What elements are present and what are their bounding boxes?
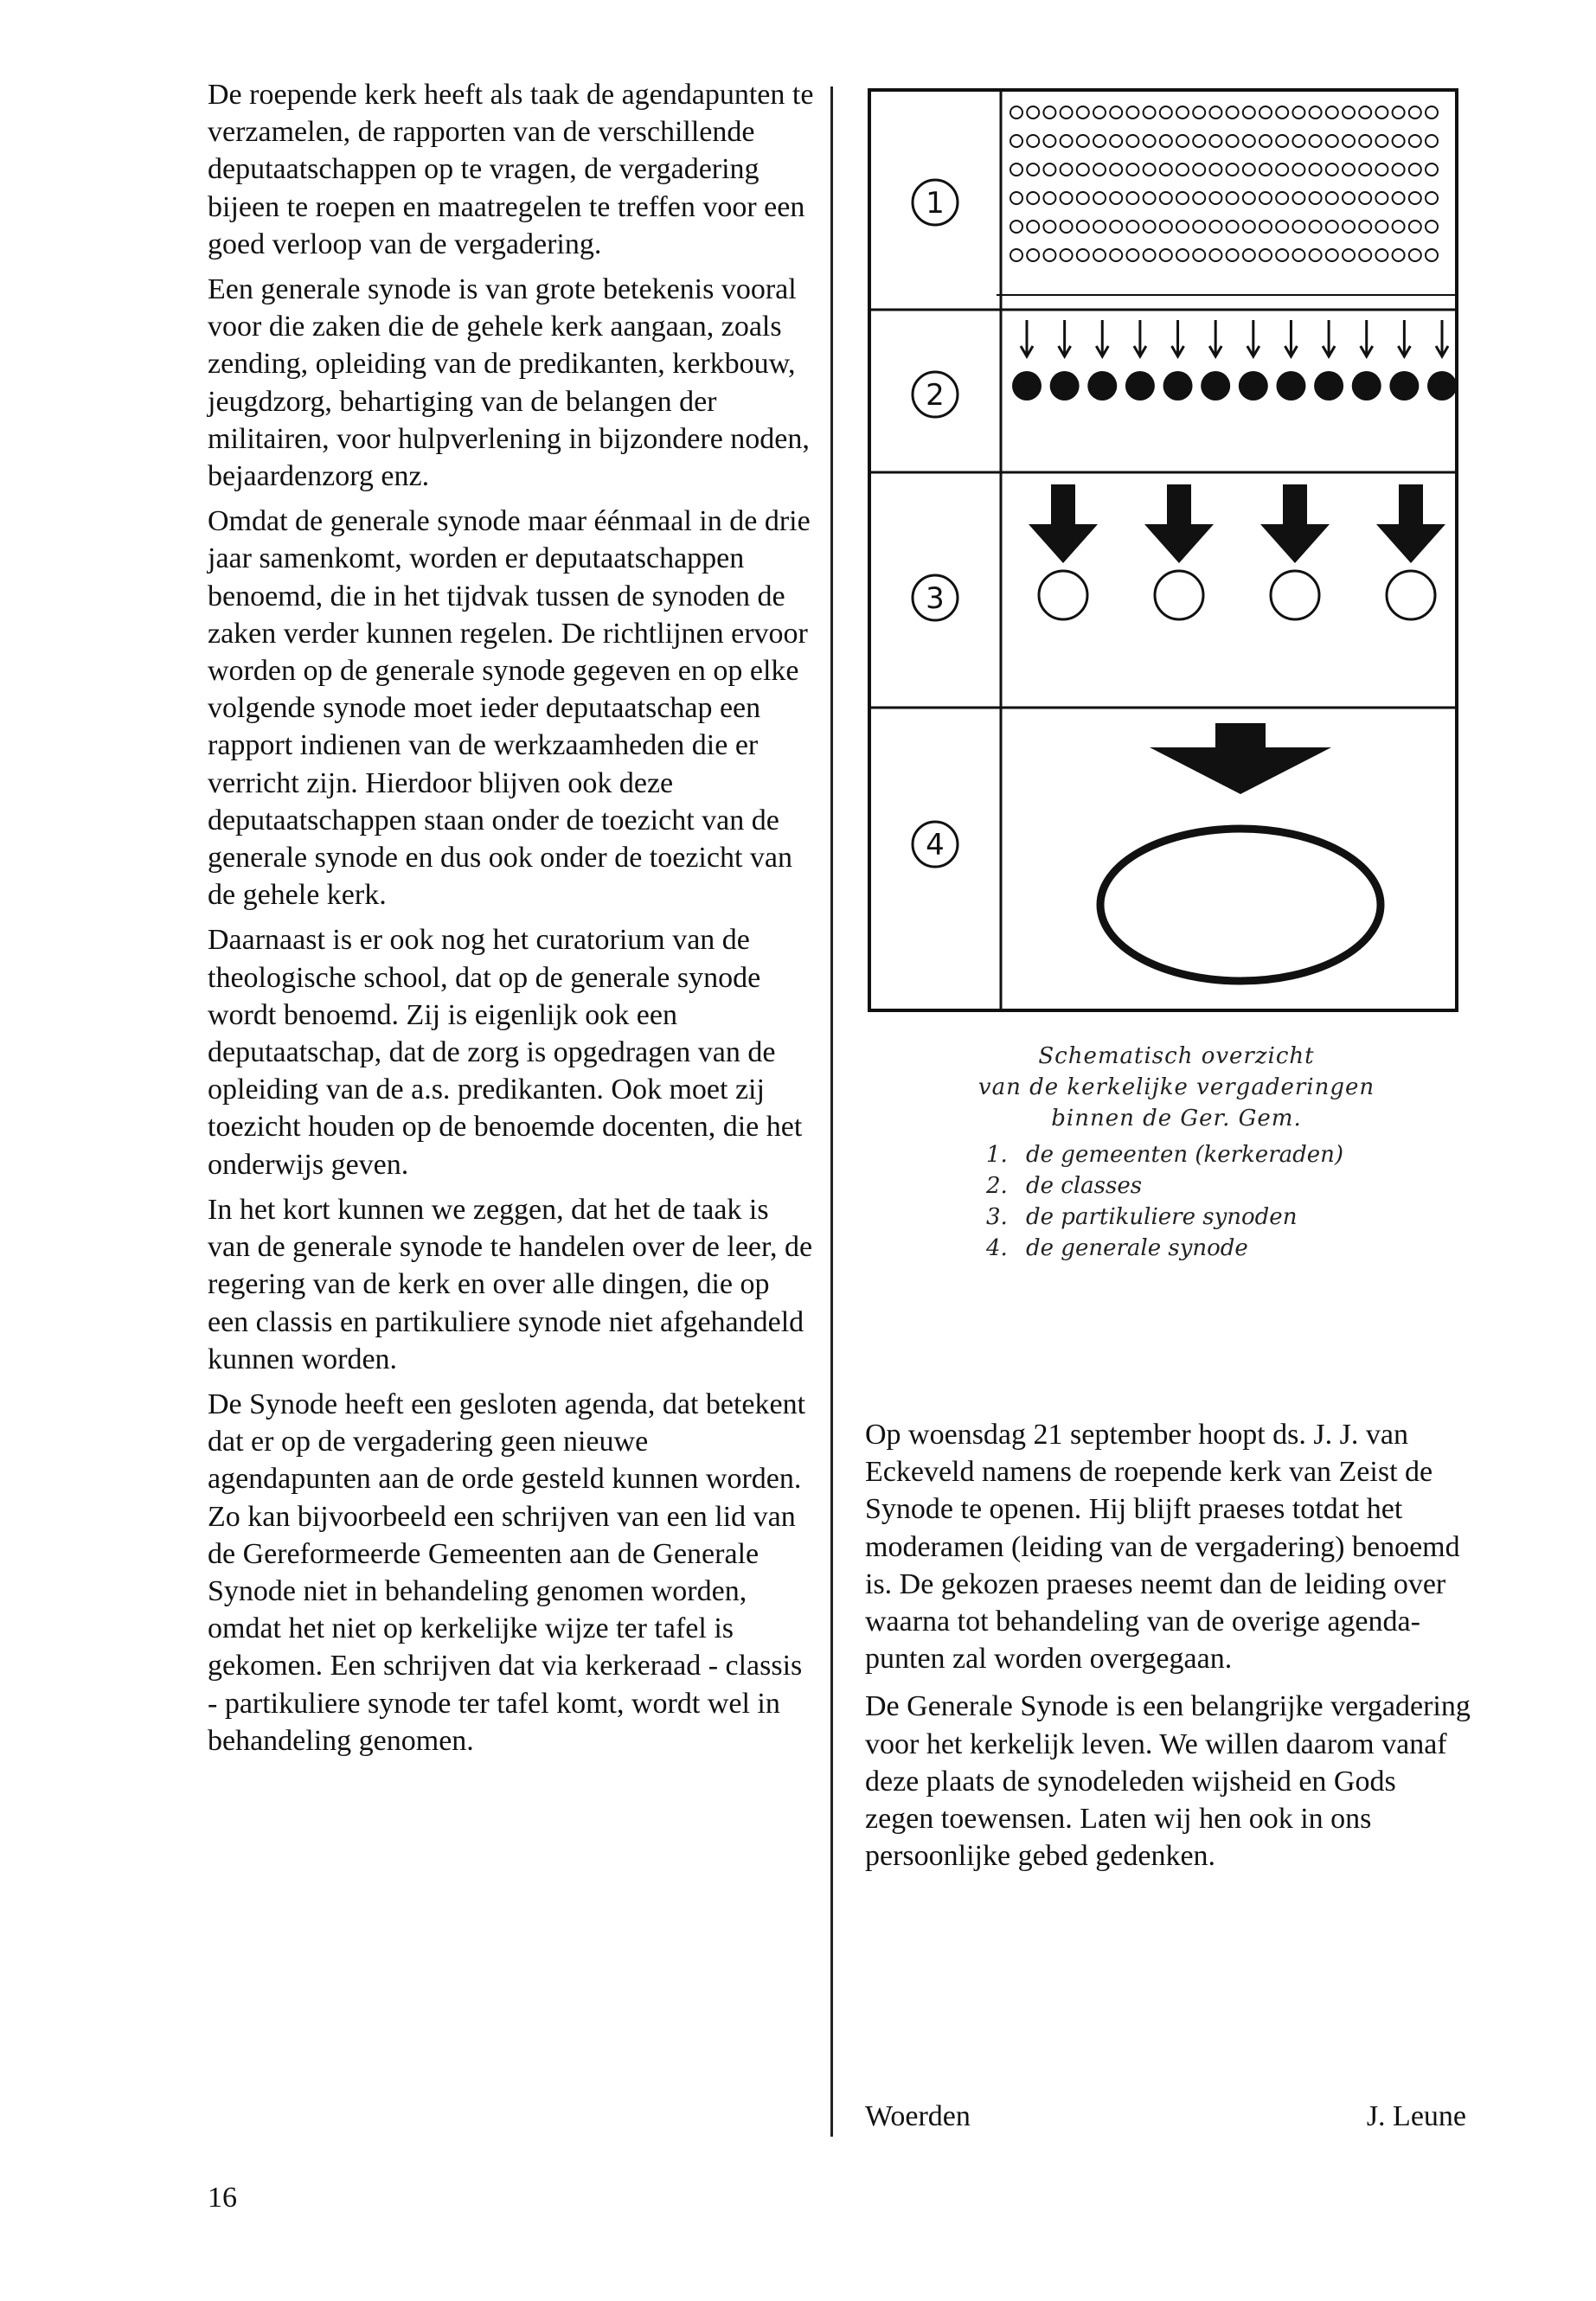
congregation-circle — [1409, 192, 1421, 204]
congregation-circle — [1359, 192, 1371, 204]
diagram-svg — [871, 92, 1455, 1009]
congregation-circle — [1160, 106, 1172, 119]
particular-synod-arrow — [1260, 484, 1330, 563]
classis-arrow — [1247, 320, 1259, 356]
congregation-circle — [1144, 135, 1156, 147]
congregation-circle — [1176, 249, 1189, 261]
church-assemblies-diagram — [868, 88, 1458, 1012]
congregation-circle — [1426, 163, 1438, 176]
caption-item: 2. de classes — [986, 1173, 1143, 1199]
congregation-circle — [1093, 135, 1106, 147]
left-column — [208, 76, 817, 1767]
paragraph: Omdat de generale synode maar éénmaal in de drie jaar samenkomt, worden er deputaatschappen benoemd, die in het tijdvak tussen de synoden de zaken verder kunnen regelen. De richtlijnen ervoor worden op de generale synode gegeven en op elke volgende synode moet ieder deputaatschap een rapport indienen van de werkzaamheden die er verricht zijn. Hierdoor blijven ook deze deputaatschappen staan onder de toezicht van de generale synode en dus ook onder de toezicht van de gehele kerk. — [208, 505, 811, 912]
congregation-circle — [1243, 163, 1255, 176]
congregation-circle — [1276, 163, 1288, 176]
particular-synod-circle — [1271, 571, 1319, 619]
congregation-circle — [1061, 135, 1073, 147]
svg-text:3: 3 — [926, 581, 945, 616]
congregation-circle — [1343, 163, 1355, 176]
congregation-circle — [1193, 249, 1205, 261]
row-number-1 — [913, 180, 958, 225]
congregation-circle — [1110, 135, 1122, 147]
congregation-circle — [1326, 135, 1338, 147]
congregation-circle — [1061, 249, 1073, 261]
row-number-3 — [913, 575, 958, 620]
congregation-circle — [1126, 135, 1138, 147]
svg-text:4: 4 — [926, 828, 945, 862]
classis-dot — [1125, 371, 1155, 401]
caption-line: binnen de Ger. Gem. — [1051, 1106, 1302, 1131]
congregation-circle — [1326, 163, 1338, 176]
congregation-circle — [1110, 106, 1122, 119]
particular-synod-circle — [1155, 571, 1203, 619]
congregation-circle — [1193, 163, 1205, 176]
congregation-circle — [1061, 192, 1073, 204]
congregation-circle — [1310, 106, 1322, 119]
congregation-circle — [1077, 249, 1089, 261]
paragraph: Daarnaast is er ook nog het curatorium van de theologische school, dat op de generale synode wordt benoemd. Zij is eigenlijk ook een deputaatschap, dat de zorg is opgedragen van de opleiding van de a.s. predikanten. Ook moet zij toezicht houden op de benoemde docenten, die het onderwijs geven. — [208, 924, 803, 1181]
congregation-circle — [1110, 192, 1122, 204]
classis-arrow — [1134, 320, 1146, 356]
congregation-circle — [1027, 135, 1039, 147]
paragraph: Op woensdag 21 september hoopt ds. J. J. van Eckeveld namens de roepende kerk van Zeist de Synode te openen. Hij blijft praeses totdat het moderamen (leiding van de vergadering) benoemd is. De gekozen praeses neemt dan de leiding over waarna tot behandeling van de overige agenda-punten zal worden overgegaan. — [865, 1419, 1460, 1676]
congregation-circle — [1027, 221, 1039, 233]
congregation-circle — [1259, 192, 1272, 204]
classis-arrow — [1172, 320, 1184, 356]
congregation-circle — [1426, 221, 1438, 233]
congregation-circle — [1276, 221, 1288, 233]
congregation-circle — [1292, 106, 1304, 119]
classis-arrow — [1436, 320, 1448, 356]
congregation-circle — [1359, 221, 1371, 233]
congregation-circle — [1259, 221, 1272, 233]
signature-author: J. Leune — [1366, 2100, 1466, 2132]
congregation-circle — [1393, 221, 1405, 233]
congregation-circle — [1110, 221, 1122, 233]
congregation-circle — [1393, 163, 1405, 176]
congregation-circle — [1292, 163, 1304, 176]
congregation-circle — [1292, 249, 1304, 261]
congregation-circle — [1010, 106, 1022, 119]
classis-arrow — [1059, 320, 1071, 356]
congregation-circle — [1393, 192, 1405, 204]
right-column — [865, 1416, 1471, 1885]
general-synod — [1100, 723, 1381, 981]
congregation-circle — [1243, 221, 1255, 233]
congregation-circle — [1027, 163, 1039, 176]
congregation-circle — [1409, 249, 1421, 261]
congregation-circle — [1027, 192, 1039, 204]
caption-list — [900, 1139, 1453, 1264]
congregation-circle — [1426, 135, 1438, 147]
congregation-circle — [1292, 135, 1304, 147]
congregation-circle — [1010, 192, 1022, 204]
classes-arrows-and-dots — [1012, 320, 1455, 401]
congregation-circle — [1043, 221, 1055, 233]
congregation-circle — [1209, 221, 1221, 233]
congregation-circle — [1160, 221, 1172, 233]
paragraph: De Generale Synode is een belangrijke vergadering voor het kerkelijk leven. We willen daarom vanaf deze plaats de synodeleden wijsheid en Gods zegen toewensen. Laten wij hen ook in ons persoonlijke gebed gedenken. — [865, 1690, 1471, 1873]
classis-dot — [1050, 371, 1080, 401]
congregation-circle — [1160, 192, 1172, 204]
congregation-circle — [1359, 163, 1371, 176]
congregation-circle — [1310, 192, 1322, 204]
congregation-circle — [1310, 163, 1322, 176]
classis-arrow — [1209, 320, 1221, 356]
congregation-circle — [1343, 192, 1355, 204]
congregation-circle — [1010, 249, 1022, 261]
congregation-circle — [1077, 221, 1089, 233]
congregation-circle — [1326, 249, 1338, 261]
congregation-circle — [1144, 221, 1156, 233]
congregation-circle — [1243, 106, 1255, 119]
congregation-circle — [1093, 249, 1106, 261]
particular-synod-arrow — [1376, 484, 1445, 563]
classis-arrow — [1096, 320, 1108, 356]
congregation-circle — [1193, 192, 1205, 204]
congregation-circle — [1292, 221, 1304, 233]
congregation-circle — [1343, 249, 1355, 261]
congregation-circle — [1409, 135, 1421, 147]
congregation-circle — [1343, 106, 1355, 119]
congregation-circle — [1243, 249, 1255, 261]
congregation-circle — [1375, 192, 1388, 204]
congregation-circle — [1276, 135, 1288, 147]
congregation-circle — [1426, 192, 1438, 204]
congregation-circle — [1409, 163, 1421, 176]
congregation-circle — [1393, 106, 1405, 119]
congregation-circle — [1243, 135, 1255, 147]
congregation-circle — [1393, 135, 1405, 147]
congregation-circle — [1310, 135, 1322, 147]
congregation-circle — [1409, 106, 1421, 119]
congregation-circle — [1326, 106, 1338, 119]
classis-dot — [1314, 371, 1343, 401]
congregation-circle — [1227, 163, 1239, 176]
classis-dot — [1352, 371, 1381, 401]
congregation-circle — [1061, 106, 1073, 119]
congregation-circle — [1160, 135, 1172, 147]
congregation-circle — [1243, 192, 1255, 204]
classis-dot — [1239, 371, 1268, 401]
congregation-circle — [1027, 106, 1039, 119]
caption-line: Schematisch overzicht — [1038, 1043, 1315, 1069]
particular-synod-circle — [1387, 571, 1435, 619]
congregation-circle — [1343, 221, 1355, 233]
classis-arrow — [1323, 320, 1335, 356]
congregation-circle — [1276, 249, 1288, 261]
classis-dot — [1163, 371, 1193, 401]
svg-text:2: 2 — [926, 378, 945, 413]
congregations-circles — [1010, 106, 1438, 261]
svg-text:1: 1 — [926, 186, 945, 221]
congregation-circle — [1259, 163, 1272, 176]
congregation-circle — [1259, 135, 1272, 147]
congregation-circle — [1093, 163, 1106, 176]
caption-item: 4. de generale synode — [986, 1235, 1248, 1261]
congregation-circle — [1144, 163, 1156, 176]
congregation-circle — [1061, 163, 1073, 176]
congregation-circle — [1144, 192, 1156, 204]
congregation-circle — [1077, 106, 1089, 119]
row-number-2 — [913, 372, 958, 417]
congregation-circle — [1077, 135, 1089, 147]
congregation-circle — [1209, 249, 1221, 261]
classis-arrow — [1285, 320, 1297, 356]
paragraph: In het kort kunnen we zeggen, dat het de taak is van de generale synode te handelen over de leer, de regering van de kerk en over alle dingen, die op een classis en partikuliere synode niet afgehandeld kunnen worden. — [208, 1193, 813, 1375]
congregation-circle — [1027, 249, 1039, 261]
congregation-circle — [1409, 221, 1421, 233]
congregation-circle — [1209, 135, 1221, 147]
signature-place: Woerden — [865, 2100, 971, 2132]
congregation-circle — [1227, 249, 1239, 261]
congregation-circle — [1176, 221, 1189, 233]
congregation-circle — [1343, 135, 1355, 147]
congregation-circle — [1227, 221, 1239, 233]
congregation-circle — [1326, 221, 1338, 233]
congregation-circle — [1375, 106, 1388, 119]
congregation-circle — [1292, 192, 1304, 204]
congregation-circle — [1310, 221, 1322, 233]
congregation-circle — [1043, 163, 1055, 176]
classis-dot — [1389, 371, 1419, 401]
congregation-circle — [1126, 221, 1138, 233]
congregation-circle — [1209, 163, 1221, 176]
congregation-circle — [1193, 106, 1205, 119]
congregation-circle — [1144, 106, 1156, 119]
paragraph: De roepende kerk heeft als taak de agendapunten te verzamelen, de rapporten van de verschillende deputaatschappen op te vragen, de vergadering bijeen te roepen en maatregelen te treffen voor een goed verloop van de vergadering. — [208, 79, 814, 260]
particular-synods-arrows — [1029, 484, 1445, 619]
congregation-circle — [1077, 163, 1089, 176]
congregation-circle — [1176, 163, 1189, 176]
congregation-circle — [1359, 249, 1371, 261]
congregation-circle — [1010, 135, 1022, 147]
row-number-4 — [913, 822, 958, 867]
classis-arrow — [1361, 320, 1373, 356]
congregation-circle — [1160, 163, 1172, 176]
congregation-circle — [1227, 135, 1239, 147]
congregation-circle — [1375, 163, 1388, 176]
congregation-circle — [1426, 106, 1438, 119]
congregation-circle — [1193, 135, 1205, 147]
congregation-circle — [1259, 249, 1272, 261]
congregation-circle — [1144, 249, 1156, 261]
classis-dot — [1276, 371, 1305, 401]
page-number: 16 — [208, 2182, 237, 2214]
particular-synod-circle — [1039, 571, 1087, 619]
classis-dot — [1012, 371, 1042, 401]
congregation-circle — [1326, 192, 1338, 204]
congregation-circle — [1093, 192, 1106, 204]
paragraph: Een generale synode is van grote betekenis vooral voor die zaken die de gehele kerk aangaan, zoals zending, opleiding van de predikanten, kerkbouw, jeugdzorg, behartiging van de belangen der militairen, voor hulpverlening in bijzondere noden, bejaardenzorg enz. — [208, 273, 810, 493]
congregation-circle — [1126, 106, 1138, 119]
congregation-circle — [1176, 135, 1189, 147]
congregation-circle — [1426, 249, 1438, 261]
particular-synod-arrow — [1144, 484, 1214, 563]
congregation-circle — [1110, 163, 1122, 176]
diagram-caption — [900, 1041, 1453, 1264]
congregation-circle — [1126, 249, 1138, 261]
congregation-circle — [1043, 249, 1055, 261]
caption-item: 3. de partikuliere synoden — [986, 1204, 1298, 1230]
congregation-circle — [1193, 221, 1205, 233]
classis-dot — [1427, 371, 1455, 401]
congregation-circle — [1375, 135, 1388, 147]
congregation-circle — [1043, 192, 1055, 204]
congregation-circle — [1093, 106, 1106, 119]
classis-arrow — [1021, 320, 1033, 356]
congregation-circle — [1176, 106, 1189, 119]
congregation-circle — [1010, 221, 1022, 233]
congregation-circle — [1393, 249, 1405, 261]
congregation-circle — [1176, 192, 1189, 204]
particular-synod-arrow — [1029, 484, 1098, 563]
classis-dot — [1201, 371, 1230, 401]
congregation-circle — [1126, 163, 1138, 176]
congregation-circle — [1375, 221, 1388, 233]
congregation-circle — [1077, 192, 1089, 204]
paragraph: De Synode heeft een gesloten agenda, dat betekent dat er op de vergadering geen nieuwe agendapunten aan de orde gesteld kunnen worden. Zo kan bijvoorbeeld een schrijven van een lid van de Gereformeerde Gemeenten aan de Generale Synode niet in behandeling genomen worden, omdat het niet op kerkelijke wijze ter tafel is gekomen. Een schrijven dat via kerkeraad - classis - partikuliere synode ter tafel komt, wordt wel in behandeling genomen. — [208, 1388, 806, 1757]
congregation-circle — [1160, 249, 1172, 261]
congregation-circle — [1227, 192, 1239, 204]
congregation-circle — [1310, 249, 1322, 261]
congregation-circle — [1276, 192, 1288, 204]
congregation-circle — [1126, 192, 1138, 204]
congregation-circle — [1359, 135, 1371, 147]
congregation-circle — [1209, 106, 1221, 119]
classis-arrow — [1398, 320, 1410, 356]
congregation-circle — [1259, 106, 1272, 119]
congregation-circle — [1043, 135, 1055, 147]
congregation-circle — [1043, 106, 1055, 119]
congregation-circle — [1110, 249, 1122, 261]
congregation-circle — [1276, 106, 1288, 119]
congregation-circle — [1209, 192, 1221, 204]
congregation-circle — [1093, 221, 1106, 233]
congregation-circle — [1061, 221, 1073, 233]
column-divider — [830, 87, 833, 2137]
caption-item: 1. de gemeenten (kerkeraden) — [986, 1142, 1344, 1168]
caption-line: van de kerkelijke vergaderingen — [977, 1074, 1375, 1100]
congregation-circle — [1010, 163, 1022, 176]
congregation-circle — [1359, 106, 1371, 119]
classis-dot — [1087, 371, 1117, 401]
congregation-circle — [1227, 106, 1239, 119]
congregation-circle — [1375, 249, 1388, 261]
